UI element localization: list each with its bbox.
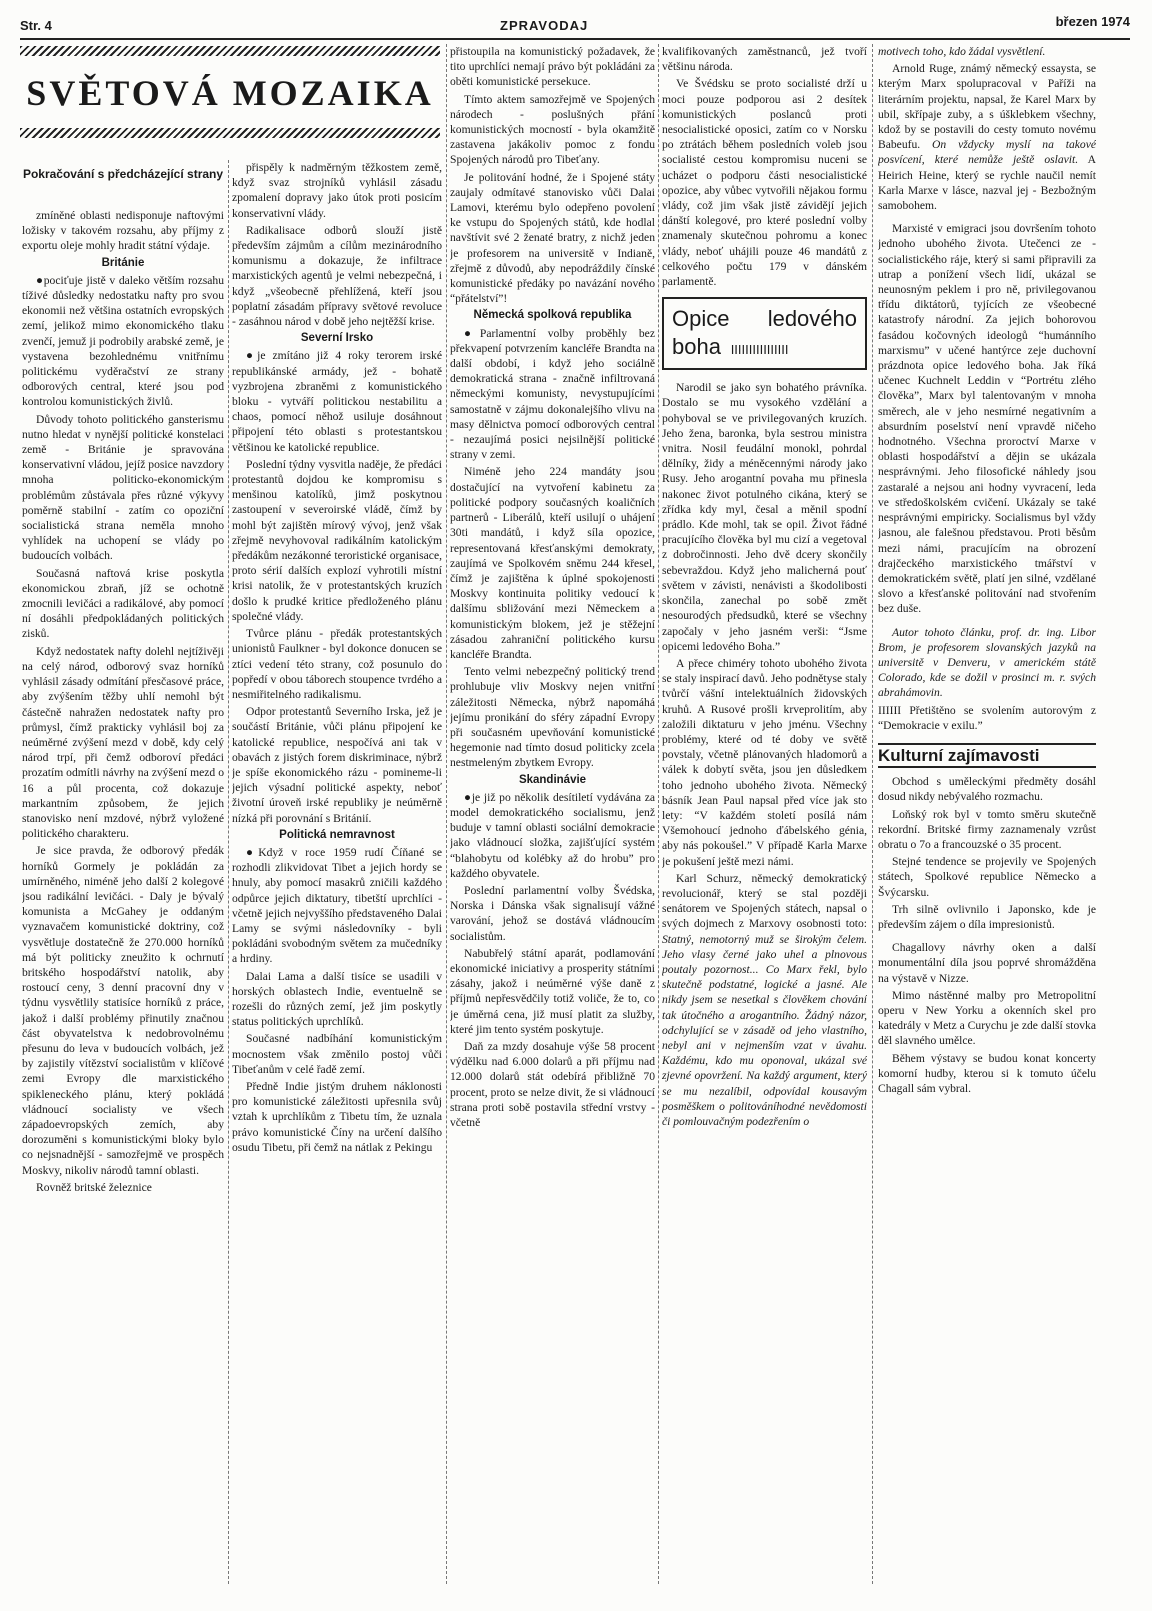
paragraph-text: A Heirich Heine, který se rychle naučil nemít Karla Marxe v lásce, nazval jej - Bezbožným samobohem. <box>878 153 1096 213</box>
column-rule <box>228 160 229 1584</box>
paragraph: Loňský rok byl v tomto směru skutečně rekordní. Britské firmy zaznamenaly vzrůst obratu o 7o a francouzské o 35 procent. <box>878 807 1096 851</box>
paragraph: Daň za mzdy dosahuje výše 58 procent výdělku nad 6.000 dolarů a při příjmu nad 12.000 dolarů stát odebírá přibližně 70 procent, proto se nelze divit, že si vládnoucí strana proti sobě postavila střední vrstvy - včetně <box>450 1040 655 1130</box>
newspaper-title: ZPRAVODAJ <box>500 18 589 33</box>
paragraph: Niméně jeho 224 mandáty jsou dostačující na vytvoření kabinetu za politické podpory současných koaličních partnerů - Liberálů, kteří usilují o uhájení 30ti mandátů, i když síla opozice, representovaná křesťanskými demokraty, zaujímá ve Spolkovém sněmu 244 křesel, čímž je zajištěna k úplné spokojenosti Moskvy kontinuita politiky vedoucí k dalšímu sbližování mezi Německem a komunistickým blokem, jež je stěžejní zásadou zahraniční politického kursu kancléře Brandta. <box>450 465 655 661</box>
column-2 <box>232 160 442 1584</box>
paragraph: Ve Švédsku se proto socialisté drží u moci pouze podporou asi 2 desítek komunistických poslanců proti nesocialistické oposici, zatím co v Norsku po ztrátách během posledních voleb jsou socialisté cestou kompromisu nuceni se ucházet o podporu části nesocialistické opozice, aby vůbec vytvořili nějakou formu vlády, což jim však jistě závidějí jejich dánští kolegové, pro které poslední volby znamenaly skutečnou pohromu a konec vlády, neboť uhájili pouze 46 mandátů z celkového počtu 179 v dánském parlamentě. <box>662 77 867 289</box>
section-title-kultura: Kulturní zajímavosti <box>878 743 1096 768</box>
column-1 <box>22 160 224 1584</box>
paragraph <box>878 61 1096 213</box>
paragraph: Je sice pravda, že odborový předák horníků Gormely je pokládán za umírněného, niméně jeho další 2 kolegové jsou radikální levičáci. - Daly je bývalý komunista a McGahey je oddaným vyznavačem komunistické doktriny, což vysvětluje dostatečně že 270.000 horníků má být politicky zneužito k ochrnutí britského hospodářství natolik, aby rostoucí ceny, 3 denní pracovní dny v týdnu vysvětlily statisíce horníků z práce, jakož i další problémy přinutily značnou část obyvatelstva k nedobrovolnému přesunu do leva v budoucích volbách, jež by zajistily vítězství socialistům v klíčové zemi Evropy dle marxistického spikleneckého plánu, který pokládá vládnoucí socialisty ve všech západoevropských zemích, aby dorozuměni s komunistickými bloky bylo co nejsnadnější - samozřejmě ve prospěch Moskvy, nikoliv národů tamní oblasti. <box>22 844 224 1177</box>
author-note: Autor tohoto článku, prof. dr. ing. Libor Brom, je profesorem slovanských jazyků na universitě v Denveru, v americkém státě Colorado, kde se dožil v prosinci m. r. svých abrahámovin. <box>878 625 1096 700</box>
schurz-quote: Statný, nemotorný muž se širokým čelem. Jeho vlasy černé jako uhel a plnovous poutaly pozornost... Co Marx řekl, bylo skutečně podstatné, logické a jasné. Ale nikdy jsem se nesetkal s člověkem chování tak útočného a arogantního. Žádný názor, odchylující se v zásadě od jeho vlastního, nebyl ani v nejmenším vzat v úvahu. Každému, kdo mu oponoval, ukázal své zjevné opovržení. Na každý argument, který se mu nezalíbil, odpovídal kousavým posměškem o politováníhodné nevědomosti či pomlouvačným podezřením o <box>662 932 867 1128</box>
subheading-skandinavie: Skandinávie <box>518 773 587 786</box>
paragraph: Trh silně ovlivnilo i Japonsko, kde je především zájem o díla impresionistů. <box>878 902 1096 931</box>
paragraph: Chagallovy návrhy oken a další monumentální díla jsou poprvé shromážděna na výstavě v Nizze. <box>878 941 1096 985</box>
paragraph: ● je již po několik desítiletí vydávána za model demokratického socialismu, jenž buduje v tamní oblasti sociální demokracie jako vládnoucí složka, zajišťující systém “blahobytu od kolébky až do hrobu” pro každého obyvatele. <box>450 790 655 881</box>
paragraph: ● pociťuje jistě v daleko větším rozsahu tíživé důsledky nedostatku nafty pro svou ekonomii než většina ostatních evropských zemí, jelikož mimo ekonomického tlaku zvenčí, jemuž ji podrobily arabské země, je vystavena bezohlednému vnitřnímu politickému vyděračství ze strany odborových central, které jsou pod kontrolou komunistických živlů. <box>22 273 224 410</box>
continuation-note: Pokračování s předcházející strany <box>22 167 224 181</box>
wave-border-bottom <box>20 128 440 138</box>
paragraph: Když nedostatek nafty dolehl nejtíživěji na celý národ, odborový svaz horníků vyhlásil zásady odmítání přesčasové práce, aby zvýšením těžby uhlí nemohl být částečně nahražen nedostatek nafty pro průmysl, čímž prakticky vyhlásil boj za neúměrné zvýšení mezd v době, kdy celý národ trpí, při čemž odboroví předáci prozatím odmítli návrhy na zvýšení mezd o 16 a půl procenta, což dokazuje markantním způsobem, že jejich stanovisko není mzdové, nýbrž vyložené politického charakteru. <box>22 644 224 841</box>
paragraph: přistoupila na komunistický požadavek, že tito uprchlíci nemají právo být pokládáni za oběti komunistické persekuce. <box>450 45 655 89</box>
paragraph: Současné nadbíhání komunistickým mocnostem však změnilo postoj vůči Tibeťanům v celé řadě zemí. <box>232 1032 442 1076</box>
paragraph: ● Když v roce 1959 rudí Číňané se rozhodli zlikvidovat Tibet a jejich hordy se hnuly, aby pomocí masakrů zničili každého odpůrce jejich diktatury, tibetští uprchlíci - včetně jejich nejvyššího představeného Dalai Lamy se svými následovníky - byli pokládáni svobodným světem za mučedníky a hrdiny. <box>232 845 442 967</box>
paragraph: Rovněž britské železnice <box>36 1180 152 1194</box>
column-rule <box>658 44 659 1584</box>
page-number: Str. 4 <box>20 18 52 33</box>
decorative-ticks: IIIIIIIIIIIIIIII <box>727 342 789 358</box>
paragraph: zmíněné oblasti nedisponuje naftovými ložisky v takovém rozsahu, aby příjmy z exportu oleje mohly hradit státní výdaje. <box>22 209 224 253</box>
paragraph: Narodil se jako syn bohatého právníka. Dostalo se mu vysokého vzdělání a pohyboval se ve privilegovaných kruzích. Jeho žena, baronka, byla sestrou ministra vnitra. Nosil feudální monokl, pohrdal dělníky, židy a méněcennými národy jako Rusy. Jeho arogantní povaha mu přinesla nakonec život potulného cikána, který se zřídka kdy myl, česal a měnil spodní prádlo. Kde mohl, tak se opil. Život řádné pracujícího člověka byl mu cizí a vegetoval z dobročinnosti. Jeho dvě dcery skončily sebevraždou. Když jeho malicherná pouť světem v závisti, nenávisti a škodolibosti skončila, zanechal po sobě změt nesourodých předsudků, které se všechny započaly v jeho jasném verši: “Jsme opicemi ledového Boha.” <box>662 381 867 653</box>
paragraph: Radikalisace odborů slouží jistě především zájmům a cílům mezinárodního komunismu a dokazuje, že infiltrace marxistických agentů je velmi nebezpečná, i když „všeobecně přehlížená, kteří jsou poplatní zásadám přípravy světové revoluce - zasáhnou národ v době jeho nejtěžší krise. <box>232 223 442 329</box>
paragraph: Současná naftová krise poskytla ekonomickou zbraň, jíž se ochotně zmocnili levičáci a radikálové, aby pomocí ní dosáhli předpokládaných politických zisků. <box>22 566 224 641</box>
section-masthead <box>20 46 440 152</box>
ruge-quote: On vždycky myslí na takové posvícení, které nemůže ještě oslavit. <box>878 138 1096 167</box>
reprint-text: Přetištěno se svolením autorovým z “Demokracie v exilu.” <box>878 703 1096 732</box>
paragraph: Je politování hodné, že i Spojené státy zaujaly odmítavé stanovisko vůči Dalai Lamovi, kterému bylo odepřeno povolení ke vstupu do Spojených států, kde hodlal navštívit své 2 ženaté bratry, z nichž jeden je profesorem na universitě v Indianě, zřejmě z důvodů, aby nepodráždily čínské komunistické předáky po navázání nového “přátelství”! <box>450 170 655 306</box>
paragraph: Během výstavy se budou konat koncerty komorní hudby, kterou si k tomuto účelu Chagall sám vybral. <box>878 1051 1096 1095</box>
paragraph: ● je zmítáno již 4 roky terorem irské republikánské armády, jež - bohatě vyzbrojena zbraněmi z komunistického bloku - vytváří politickou nestabilitu a chaos, pomocí něhož usiluje dosáhnout připojení této oblasti s protestantskou většinou ke katolické republice. <box>232 348 442 454</box>
running-head <box>20 14 1130 36</box>
paragraph: Tímto aktem samozřejmě ve Spojených národech - poslušných přání komunistických mocností - byla okamžitě zastavena jakákoliv pomoc z fondu Spojených národů pro Tibeťany. <box>450 92 655 167</box>
subheading-nemravnost: Politická nemravnost <box>279 828 395 841</box>
paragraph: Poslední týdny vysvitla naděje, že předáci protestantů dojdou ke kompromisu s menšinou katolíků, jimž poskytnou zastoupení v severoirské vládě, čímž by mohl být zajištěn mírový vývoj, jenž však zřejmě nevyhovoval radikálním katolickým předákům nezákonné teroristické organisace, proto sérií dalších explozí vyhrotili místní krisi natolik, že v protestantských kruzích došlo k prudké kritice předloženého plánu společné vlády. <box>232 457 442 623</box>
paragraph: A přece chiméry tohoto ubohého života se staly inspirací davů. Jeho podnětyse staly tvůrčí vášní intelektuálních židovských kruhů. A Rusové prošli krveprolitím, aby založili diktaturu v jeho jménu. Všechny problémy, které od té doby ve světě povstaly, včetně plánovaných hladomorů a válek k dobytí světa, jsou jen důsledkem toho jednoho ubohého života. Německý básník Jean Paul napsal před více jak sto lety: “V každém století posílá nám Všemohoucí jednoho ďábelského génia, aby nás pokoušel.” V případě Karla Marxe je pokušení ještě mezi námi. <box>662 656 867 868</box>
paragraph: Odpor protestantů Severního Irska, jež je součástí Británie, vůči plánu připojení ke katolické republice, nespočívá ani tak v obavách z jistých forem diskriminace, nýbrž je spíše ekonomického rázu - pomineme-li jejich výsadní politické aspekty, neboť životní úroveň irské republiky je neúměrně nízká při porovnání s Británií. <box>232 705 442 825</box>
paragraph: Předně Indie jistým druhem náklonosti pro komunistické záležitosti upřesnila svůj vztah k uprchlíkům z Tibetu tím, že uznala právo komunistické Číny na určení dalšího osudu Tibetu, při čemž na nátlak z Pekingu <box>232 1079 442 1154</box>
column-5 <box>878 44 1096 1584</box>
column-rule <box>446 44 447 1584</box>
quote-end: motivech toho, kdo žádal vysvětlení. <box>878 45 1046 58</box>
paragraph: kvalifikovaných zaměstnanců, jež tvoří většinu národa. <box>662 45 867 74</box>
paragraph: Poslední parlamentní volby Švédska, Norska i Dánska však signalisují vážné varování, jehož se dostává vládnoucím socialistům. <box>450 883 655 943</box>
decorative-ticks: IIIIII <box>878 703 902 717</box>
subheading-britanie: Británie <box>101 256 145 269</box>
subheading-nsr: Německá spolková republika <box>473 309 632 322</box>
article-title-box <box>662 297 867 370</box>
column-4 <box>662 44 867 1584</box>
column-3 <box>450 44 655 1584</box>
column-rule <box>872 44 873 1584</box>
top-rule <box>20 38 1130 40</box>
paragraph: Stejné tendence se projevily ve Spojených státech, Spolkové republice Německo a Švýcarsku. <box>878 855 1096 899</box>
wave-border-top <box>20 46 440 56</box>
reprint-note <box>878 703 1096 733</box>
article-title: Opice ledového boha <box>672 306 857 360</box>
paragraph: Tvůrce plánu - předák protestantských unionistů Faulkner - byl dokonce donucen se ztíci vedení této strany, což posunulo do popředí v obou táborech stoupence tvrdého a nesmiřitelného radikalismu. <box>232 627 442 701</box>
paragraph: Důvody tohoto politického gansterismu nutno hledat v nynější politické konstelaci země - Británie je spravována konservativní vládou, jejíž posice navzdory mnoha politicko-ekonomickým problémům zůstávala přes různé výkyvy poměrně stabilní - zatím co opoziční socialistická strana neměla mnoho vyhlídek na uchopení se vlády po budoucích volbách. <box>22 412 224 563</box>
paragraph-text: Karl Schurz, německý demokratický revolucionář, který se stal později senátorem ve Spojených státech, napsal o svých dojmech z Marxovy osobnosti toto: <box>662 871 867 931</box>
paragraph: Tento velmi nebezpečný politický trend prohlubuje vliv Moskvy nejen vnitřní záležitosti Německa, nýbrž napomáhá jejímu pronikání do sféry západní Evropy při současném upevňování komunistické hegemonie nad tímto dosud politicky zcela nestmeleným zbytkem Evropy. <box>450 665 655 770</box>
issue-date: březen 1974 <box>1055 14 1130 29</box>
paragraph-text: Arnold Ruge, známý německý essaysta, se kterým Marx spolupracoval v Paříži na literárním projektu, napsal, že Karel Marx by ubil, skřípaje zuby, a s úšklebkem všechny, kdož by se postavili do cesty tomuto novému Babeufu. <box>878 62 1096 152</box>
paragraph: Dalai Lama a další tisíce se usadili v horských oblastech Indie, eventuelně se rozešli do různých zemí, jež jim poskytly status politických uprchlíků. <box>232 969 442 1029</box>
paragraph: ● Parlamentní volby proběhly bez překvapení potvrzením kancléře Brandta na další období, i když jeho sociálně demokratická strana - značně infiltrovaná německými komunisty, nevystupujícími samostatně v zájmu dokonalejšího vlivu na masy dělnictva pomocí odborových central - nezaujímá posici nejsilnější politické strany v zemi. <box>450 326 655 463</box>
subheading-irsko: Severní Irsko <box>300 332 374 345</box>
paragraph: Obchod s uměleckými předměty dosáhl dosud nikdy nebývalého rozmachu. <box>878 775 1096 804</box>
paragraph <box>662 871 867 1129</box>
paragraph: Marxisté v emigraci jsou dovršením tohoto jednoho ubohého života. Utečenci ze - socialistického ráje, který si sami připravili za utrap a ponížení všech lidí, ukázal se neunosným peklem i pro ně, privilegovanou třídu diktátorů, tyjících ze všeobecné katastrofy národní. Za jejich bohorovou fasádou kočovných ideologů “humánního marxismu” v učené hantýrce zeje duchovní prázdnota opice ledového boha. Jak říká učenec Kuchnelt Leddin v “Portrétu zlého člověka”, Marx byl talentovaným v mnoha směrech, ale v jeho nesmírné negativním a absurdním poselství není vpravdě ničeho hodnotného. Všechna proroctví Marxe v oblasti hospodářství a dějin se ukázala nesprávnými. Jeho filosofické náhledy jsou zastaralé a nejsou ani hodny vyvracení, leda ve středoškolském cvičení. Ukázaly se také nesprávnými empiricky. Socialismus byl vždy jasnou, ale falešnou představou. Proti běsům mezi námi, pracujícím na obrození drajčeckého marxistického tmářství v demokratickém světě, platí jen silné, vzdělané slovo a křesťanské politování nad stvořením bez duše. <box>878 222 1096 616</box>
paragraph: Nabubřelý státní aparát, podlamování ekonomické iniciativy a prosperity státními zásahy, jakož i neúměrné výše daně z příjmů nepřesvědčily totiž voliče, že to, co je úměrná cena, již musí platit za služby, které jim tento systém poskytuje. <box>450 946 655 1036</box>
paragraph: Mimo nástěnné malby pro Metropolitní operu v New Yorku a okenních skel pro katedrály v Metz a Curychu je zde další stovka děl slavného umělce. <box>878 988 1096 1048</box>
paragraph: přispěly k nadměrným těžkostem země, když svaz strojníků vyhlásil zásadu zpomalení dopravy jako útok proti posicím konservativní vlády. <box>232 161 442 220</box>
section-title: SVĚTOVÁ MOZAIKA <box>26 73 434 113</box>
